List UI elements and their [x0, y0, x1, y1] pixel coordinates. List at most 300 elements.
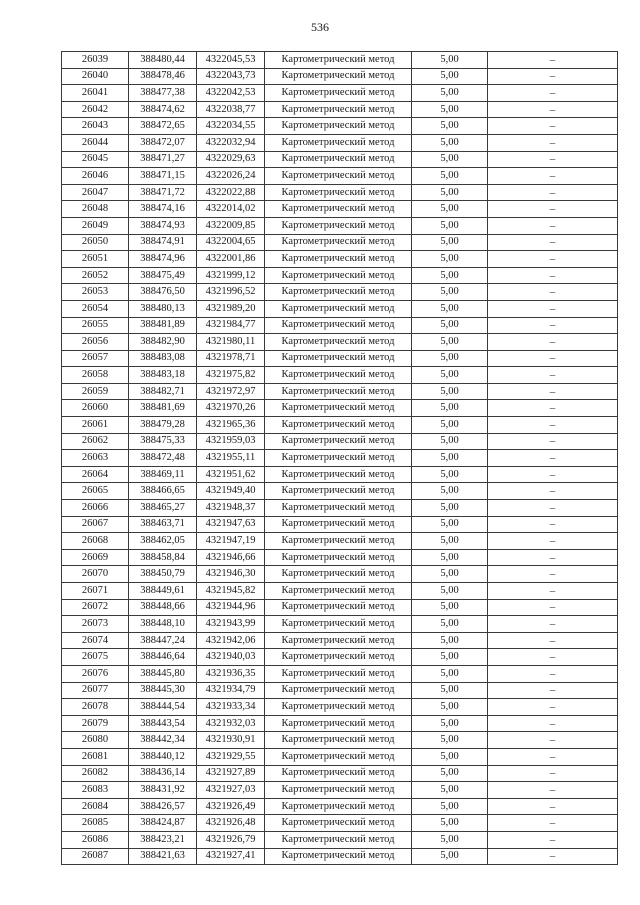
point-id-cell: 26061 [62, 417, 129, 434]
point-id-cell: 26047 [62, 184, 129, 201]
y-coordinate-cell: 4321933,34 [197, 699, 265, 716]
table-row [62, 765, 618, 782]
table-row [62, 500, 618, 517]
table-row [62, 417, 618, 434]
y-coordinate-cell: 4321975,82 [197, 367, 265, 384]
table-row [62, 433, 618, 450]
note-cell: – [488, 616, 618, 633]
point-id-cell: 26084 [62, 798, 129, 815]
x-coordinate-cell: 388465,27 [129, 500, 197, 517]
x-coordinate-cell: 388482,71 [129, 383, 197, 400]
accuracy-cell: 5,00 [412, 848, 488, 865]
point-id-cell: 26053 [62, 284, 129, 301]
note-cell: – [488, 699, 618, 716]
method-cell: Картометрический метод [265, 134, 412, 151]
point-id-cell: 26043 [62, 118, 129, 135]
note-cell: – [488, 732, 618, 749]
point-id-cell: 26045 [62, 151, 129, 168]
table-row [62, 317, 618, 334]
table-row [62, 68, 618, 85]
point-id-cell: 26056 [62, 334, 129, 351]
method-cell: Картометрический метод [265, 549, 412, 566]
point-id-cell: 26070 [62, 566, 129, 583]
note-cell: – [488, 334, 618, 351]
accuracy-cell: 5,00 [412, 798, 488, 815]
y-coordinate-cell: 4321951,62 [197, 466, 265, 483]
point-id-cell: 26087 [62, 848, 129, 865]
accuracy-cell: 5,00 [412, 284, 488, 301]
note-cell: – [488, 632, 618, 649]
accuracy-cell: 5,00 [412, 251, 488, 268]
note-cell: – [488, 815, 618, 832]
method-cell: Картометрический метод [265, 798, 412, 815]
accuracy-cell: 5,00 [412, 466, 488, 483]
table-row [62, 334, 618, 351]
accuracy-cell: 5,00 [412, 168, 488, 185]
y-coordinate-cell: 4321946,30 [197, 566, 265, 583]
method-cell: Картометрический метод [265, 300, 412, 317]
note-cell: – [488, 350, 618, 367]
x-coordinate-cell: 388447,24 [129, 632, 197, 649]
page-number: 536 [311, 20, 329, 34]
table-row [62, 466, 618, 483]
point-id-cell: 26083 [62, 782, 129, 799]
point-id-cell: 26077 [62, 682, 129, 699]
accuracy-cell: 5,00 [412, 831, 488, 848]
x-coordinate-cell: 388446,64 [129, 649, 197, 666]
x-coordinate-cell: 388424,87 [129, 815, 197, 832]
x-coordinate-cell: 388476,50 [129, 284, 197, 301]
point-id-cell: 26048 [62, 201, 129, 218]
table-row [62, 715, 618, 732]
accuracy-cell: 5,00 [412, 815, 488, 832]
point-id-cell: 26057 [62, 350, 129, 367]
point-id-cell: 26068 [62, 533, 129, 550]
method-cell: Картометрический метод [265, 350, 412, 367]
note-cell: – [488, 649, 618, 666]
y-coordinate-cell: 4322009,85 [197, 217, 265, 234]
x-coordinate-cell: 388471,27 [129, 151, 197, 168]
table-row [62, 649, 618, 666]
x-coordinate-cell: 388475,33 [129, 433, 197, 450]
note-cell: – [488, 151, 618, 168]
point-id-cell: 26050 [62, 234, 129, 251]
accuracy-cell: 5,00 [412, 317, 488, 334]
y-coordinate-cell: 4321946,66 [197, 549, 265, 566]
x-coordinate-cell: 388480,13 [129, 300, 197, 317]
point-id-cell: 26039 [62, 52, 129, 69]
y-coordinate-cell: 4322001,86 [197, 251, 265, 268]
accuracy-cell: 5,00 [412, 433, 488, 450]
note-cell: – [488, 450, 618, 467]
note-cell: – [488, 367, 618, 384]
point-id-cell: 26051 [62, 251, 129, 268]
x-coordinate-cell: 388448,10 [129, 616, 197, 633]
coordinates-table-body [62, 52, 618, 865]
y-coordinate-cell: 4321932,03 [197, 715, 265, 732]
table-row [62, 831, 618, 848]
y-coordinate-cell: 4321942,06 [197, 632, 265, 649]
x-coordinate-cell: 388474,93 [129, 217, 197, 234]
method-cell: Картометрический метод [265, 68, 412, 85]
point-id-cell: 26074 [62, 632, 129, 649]
x-coordinate-cell: 388448,66 [129, 599, 197, 616]
note-cell: – [488, 748, 618, 765]
accuracy-cell: 5,00 [412, 350, 488, 367]
table-row [62, 815, 618, 832]
y-coordinate-cell: 4321959,03 [197, 433, 265, 450]
point-id-cell: 26078 [62, 699, 129, 716]
accuracy-cell: 5,00 [412, 665, 488, 682]
method-cell: Картометрический метод [265, 450, 412, 467]
x-coordinate-cell: 388474,96 [129, 251, 197, 268]
table-row [62, 632, 618, 649]
table-row [62, 168, 618, 185]
x-coordinate-cell: 388474,91 [129, 234, 197, 251]
x-coordinate-cell: 388474,62 [129, 101, 197, 118]
x-coordinate-cell: 388471,15 [129, 168, 197, 185]
x-coordinate-cell: 388471,72 [129, 184, 197, 201]
note-cell: – [488, 599, 618, 616]
y-coordinate-cell: 4321999,12 [197, 267, 265, 284]
note-cell: – [488, 383, 618, 400]
accuracy-cell: 5,00 [412, 782, 488, 799]
method-cell: Картометрический метод [265, 267, 412, 284]
y-coordinate-cell: 4321944,96 [197, 599, 265, 616]
note-cell: – [488, 549, 618, 566]
method-cell: Картометрический метод [265, 665, 412, 682]
y-coordinate-cell: 4321947,63 [197, 516, 265, 533]
point-id-cell: 26064 [62, 466, 129, 483]
accuracy-cell: 5,00 [412, 201, 488, 218]
table-row [62, 118, 618, 135]
table-row [62, 267, 618, 284]
note-cell: – [488, 317, 618, 334]
method-cell: Картометрический метод [265, 400, 412, 417]
accuracy-cell: 5,00 [412, 134, 488, 151]
x-coordinate-cell: 388474,16 [129, 201, 197, 218]
table-row [62, 516, 618, 533]
x-coordinate-cell: 388462,05 [129, 533, 197, 550]
accuracy-cell: 5,00 [412, 566, 488, 583]
y-coordinate-cell: 4321927,89 [197, 765, 265, 782]
note-cell: – [488, 251, 618, 268]
y-coordinate-cell: 4321996,52 [197, 284, 265, 301]
x-coordinate-cell: 388449,61 [129, 583, 197, 600]
method-cell: Картометрический метод [265, 433, 412, 450]
method-cell: Картометрический метод [265, 168, 412, 185]
accuracy-cell: 5,00 [412, 267, 488, 284]
point-id-cell: 26085 [62, 815, 129, 832]
note-cell: – [488, 201, 618, 218]
method-cell: Картометрический метод [265, 649, 412, 666]
x-coordinate-cell: 388466,65 [129, 483, 197, 500]
note-cell: – [488, 483, 618, 500]
x-coordinate-cell: 388477,38 [129, 85, 197, 102]
note-cell: – [488, 85, 618, 102]
table-row [62, 383, 618, 400]
y-coordinate-cell: 4322032,94 [197, 134, 265, 151]
note-cell: – [488, 765, 618, 782]
table-row [62, 583, 618, 600]
method-cell: Картометрический метод [265, 334, 412, 351]
note-cell: – [488, 583, 618, 600]
point-id-cell: 26049 [62, 217, 129, 234]
table-row [62, 217, 618, 234]
method-cell: Картометрический метод [265, 217, 412, 234]
method-cell: Картометрический метод [265, 85, 412, 102]
y-coordinate-cell: 4321926,48 [197, 815, 265, 832]
x-coordinate-cell: 388445,80 [129, 665, 197, 682]
point-id-cell: 26067 [62, 516, 129, 533]
method-cell: Картометрический метод [265, 367, 412, 384]
method-cell: Картометрический метод [265, 417, 412, 434]
accuracy-cell: 5,00 [412, 184, 488, 201]
method-cell: Картометрический метод [265, 682, 412, 699]
note-cell: – [488, 101, 618, 118]
x-coordinate-cell: 388458,84 [129, 549, 197, 566]
note-cell: – [488, 782, 618, 799]
note-cell: – [488, 300, 618, 317]
y-coordinate-cell: 4322034,55 [197, 118, 265, 135]
x-coordinate-cell: 388444,54 [129, 699, 197, 716]
y-coordinate-cell: 4322004,65 [197, 234, 265, 251]
y-coordinate-cell: 4321943,99 [197, 616, 265, 633]
y-coordinate-cell: 4321978,71 [197, 350, 265, 367]
y-coordinate-cell: 4321945,82 [197, 583, 265, 600]
point-id-cell: 26075 [62, 649, 129, 666]
table-row [62, 533, 618, 550]
point-id-cell: 26055 [62, 317, 129, 334]
accuracy-cell: 5,00 [412, 68, 488, 85]
y-coordinate-cell: 4322022,88 [197, 184, 265, 201]
accuracy-cell: 5,00 [412, 101, 488, 118]
point-id-cell: 26082 [62, 765, 129, 782]
method-cell: Картометрический метод [265, 599, 412, 616]
note-cell: – [488, 831, 618, 848]
x-coordinate-cell: 388442,34 [129, 732, 197, 749]
point-id-cell: 26086 [62, 831, 129, 848]
accuracy-cell: 5,00 [412, 732, 488, 749]
note-cell: – [488, 533, 618, 550]
y-coordinate-cell: 4321949,40 [197, 483, 265, 500]
y-coordinate-cell: 4321972,97 [197, 383, 265, 400]
y-coordinate-cell: 4321934,79 [197, 682, 265, 699]
table-row [62, 682, 618, 699]
point-id-cell: 26073 [62, 616, 129, 633]
method-cell: Картометрический метод [265, 616, 412, 633]
x-coordinate-cell: 388482,90 [129, 334, 197, 351]
point-id-cell: 26063 [62, 450, 129, 467]
method-cell: Картометрический метод [265, 500, 412, 517]
point-id-cell: 26062 [62, 433, 129, 450]
x-coordinate-cell: 388483,08 [129, 350, 197, 367]
y-coordinate-cell: 4321930,91 [197, 732, 265, 749]
accuracy-cell: 5,00 [412, 234, 488, 251]
note-cell: – [488, 715, 618, 732]
point-id-cell: 26046 [62, 168, 129, 185]
table-row [62, 85, 618, 102]
note-cell: – [488, 400, 618, 417]
method-cell: Картометрический метод [265, 732, 412, 749]
table-row [62, 184, 618, 201]
x-coordinate-cell: 388436,14 [129, 765, 197, 782]
table-row [62, 400, 618, 417]
method-cell: Картометрический метод [265, 383, 412, 400]
x-coordinate-cell: 388450,79 [129, 566, 197, 583]
x-coordinate-cell: 388431,92 [129, 782, 197, 799]
x-coordinate-cell: 388483,18 [129, 367, 197, 384]
table-row [62, 798, 618, 815]
table-row [62, 201, 618, 218]
table-row [62, 483, 618, 500]
point-id-cell: 26065 [62, 483, 129, 500]
x-coordinate-cell: 388472,65 [129, 118, 197, 135]
y-coordinate-cell: 4321970,26 [197, 400, 265, 417]
accuracy-cell: 5,00 [412, 649, 488, 666]
table-row [62, 300, 618, 317]
method-cell: Картометрический метод [265, 715, 412, 732]
y-coordinate-cell: 4321948,37 [197, 500, 265, 517]
table-row [62, 134, 618, 151]
x-coordinate-cell: 388440,12 [129, 748, 197, 765]
method-cell: Картометрический метод [265, 765, 412, 782]
note-cell: – [488, 168, 618, 185]
table-row [62, 450, 618, 467]
y-coordinate-cell: 4321929,55 [197, 748, 265, 765]
y-coordinate-cell: 4321940,03 [197, 649, 265, 666]
accuracy-cell: 5,00 [412, 300, 488, 317]
x-coordinate-cell: 388475,49 [129, 267, 197, 284]
coordinates-table [61, 51, 618, 865]
method-cell: Картометрический метод [265, 184, 412, 201]
note-cell: – [488, 184, 618, 201]
note-cell: – [488, 217, 618, 234]
accuracy-cell: 5,00 [412, 217, 488, 234]
note-cell: – [488, 798, 618, 815]
note-cell: – [488, 417, 618, 434]
accuracy-cell: 5,00 [412, 500, 488, 517]
table-row [62, 699, 618, 716]
method-cell: Картометрический метод [265, 566, 412, 583]
note-cell: – [488, 566, 618, 583]
y-coordinate-cell: 4321936,35 [197, 665, 265, 682]
y-coordinate-cell: 4321927,41 [197, 848, 265, 865]
accuracy-cell: 5,00 [412, 334, 488, 351]
y-coordinate-cell: 4321984,77 [197, 317, 265, 334]
accuracy-cell: 5,00 [412, 583, 488, 600]
note-cell: – [488, 234, 618, 251]
x-coordinate-cell: 388423,21 [129, 831, 197, 848]
table-row [62, 848, 618, 865]
accuracy-cell: 5,00 [412, 151, 488, 168]
point-id-cell: 26072 [62, 599, 129, 616]
point-id-cell: 26060 [62, 400, 129, 417]
method-cell: Картометрический метод [265, 251, 412, 268]
note-cell: – [488, 665, 618, 682]
accuracy-cell: 5,00 [412, 599, 488, 616]
point-id-cell: 26071 [62, 583, 129, 600]
table-row [62, 616, 618, 633]
point-id-cell: 26076 [62, 665, 129, 682]
accuracy-cell: 5,00 [412, 748, 488, 765]
point-id-cell: 26081 [62, 748, 129, 765]
accuracy-cell: 5,00 [412, 549, 488, 566]
method-cell: Картометрический метод [265, 516, 412, 533]
accuracy-cell: 5,00 [412, 616, 488, 633]
method-cell: Картометрический метод [265, 466, 412, 483]
method-cell: Картометрический метод [265, 782, 412, 799]
method-cell: Картометрический метод [265, 201, 412, 218]
method-cell: Картометрический метод [265, 284, 412, 301]
accuracy-cell: 5,00 [412, 765, 488, 782]
table-row [62, 367, 618, 384]
note-cell: – [488, 500, 618, 517]
y-coordinate-cell: 4322043,73 [197, 68, 265, 85]
y-coordinate-cell: 4322045,53 [197, 52, 265, 69]
x-coordinate-cell: 388445,30 [129, 682, 197, 699]
accuracy-cell: 5,00 [412, 682, 488, 699]
point-id-cell: 26066 [62, 500, 129, 517]
note-cell: – [488, 284, 618, 301]
point-id-cell: 26052 [62, 267, 129, 284]
point-id-cell: 26079 [62, 715, 129, 732]
accuracy-cell: 5,00 [412, 483, 488, 500]
x-coordinate-cell: 388478,46 [129, 68, 197, 85]
y-coordinate-cell: 4321927,03 [197, 782, 265, 799]
accuracy-cell: 5,00 [412, 383, 488, 400]
method-cell: Картометрический метод [265, 52, 412, 69]
method-cell: Картометрический метод [265, 699, 412, 716]
point-id-cell: 26080 [62, 732, 129, 749]
note-cell: – [488, 134, 618, 151]
accuracy-cell: 5,00 [412, 533, 488, 550]
table-row [62, 151, 618, 168]
table-row [62, 732, 618, 749]
note-cell: – [488, 466, 618, 483]
point-id-cell: 26044 [62, 134, 129, 151]
accuracy-cell: 5,00 [412, 85, 488, 102]
x-coordinate-cell: 388421,63 [129, 848, 197, 865]
point-id-cell: 26040 [62, 68, 129, 85]
point-id-cell: 26058 [62, 367, 129, 384]
table-row [62, 748, 618, 765]
x-coordinate-cell: 388426,57 [129, 798, 197, 815]
table-row [62, 52, 618, 69]
table-row [62, 350, 618, 367]
accuracy-cell: 5,00 [412, 400, 488, 417]
x-coordinate-cell: 388443,54 [129, 715, 197, 732]
table-row [62, 101, 618, 118]
method-cell: Картометрический метод [265, 831, 412, 848]
x-coordinate-cell: 388479,28 [129, 417, 197, 434]
accuracy-cell: 5,00 [412, 417, 488, 434]
accuracy-cell: 5,00 [412, 516, 488, 533]
x-coordinate-cell: 388472,07 [129, 134, 197, 151]
y-coordinate-cell: 4321947,19 [197, 533, 265, 550]
method-cell: Картометрический метод [265, 317, 412, 334]
table-row [62, 284, 618, 301]
method-cell: Картометрический метод [265, 748, 412, 765]
method-cell: Картометрический метод [265, 101, 412, 118]
table-row [62, 599, 618, 616]
y-coordinate-cell: 4322026,24 [197, 168, 265, 185]
point-id-cell: 26069 [62, 549, 129, 566]
x-coordinate-cell: 388480,44 [129, 52, 197, 69]
method-cell: Картометрический метод [265, 583, 412, 600]
note-cell: – [488, 118, 618, 135]
y-coordinate-cell: 4322042,53 [197, 85, 265, 102]
